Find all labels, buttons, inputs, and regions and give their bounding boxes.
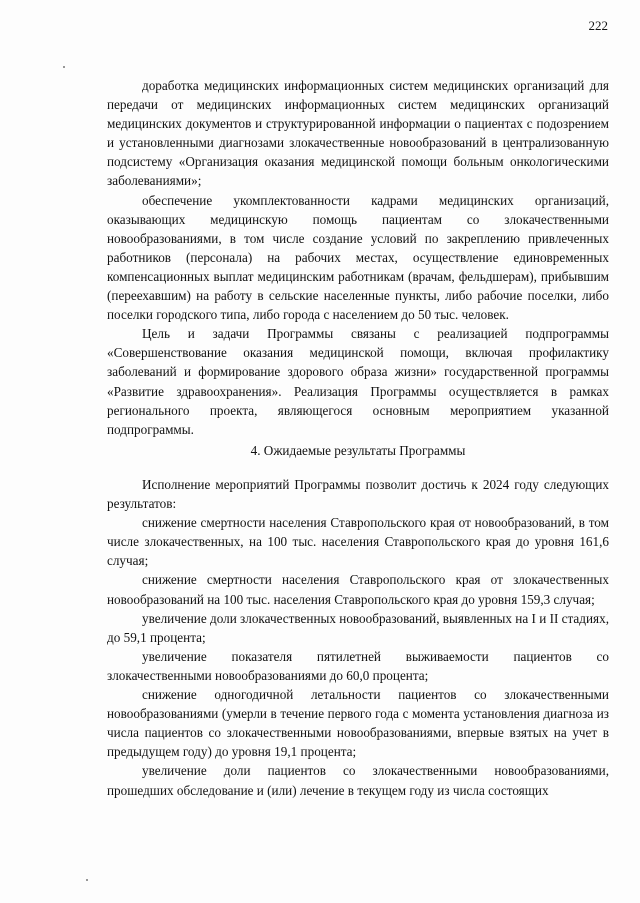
results-intro: Исполнение мероприятий Программы позволит достичь к 2024 году следующих результатов: (107, 477, 609, 512)
paragraph: Цель и задачи Программы связаны с реализацией подпрограммы «Совершенствование оказания медицинской помощи, включая профилактику заболеваний и формирование здорового образа жизни» государственной программы «Развитие здравоохранения». Реализация Программы осуществляется в рамках регионального проекта, являющегося основным мероприятием указанной подпрограммы. (107, 326, 609, 437)
page-number: 222 (588, 18, 608, 33)
result-item: увеличение доли пациентов со злокачественными новообразованиями, прошедших обследование и (или) лечение в текущем году из числа состоящих (107, 763, 609, 798)
body-text-results (107, 475, 609, 800)
result-item: снижение одногодичной летальности пациентов со злокачественными новообразованиями (умерли в течение первого года с момента установления диагноза из числа пациентов со злокачественными новообразованиями, впервые взятых на учет в предыдущем году) до уровня 19,1 процента; (107, 687, 609, 760)
paragraph: обеспечение укомплектованности кадрами медицинских организаций, оказывающих медицинскую помощь пациентам со злокачественными новообразованиями, в том числе создание условий по закреплению привлеченных работников (персонала) на рабочих местах, осуществление единовременных компенсационных выплат медицинским работникам (врачам, фельдшерам), прибывшим (переехавшим) на работу в сельские населенные пункты, либо рабочие поселки, либо поселки городского типа, либо города с населением до 50 тыс. человек. (107, 192, 609, 323)
result-item: снижение смертности населения Ставропольского края от новообразований, в том числе злокачественных, на 100 тыс. населения Ставропольского края до уровня 161,6 случая; (107, 515, 609, 569)
section-heading: 4. Ожидаемые результаты Программы (250, 443, 466, 458)
result-item: увеличение доли злокачественных новообразований, выявленных на I и II стадиях, до 59,1 процента; (107, 610, 609, 645)
result-item: увеличение показателя пятилетней выживаемости пациентов со злокачественными новообразованиями до 60,0 процента; (107, 648, 609, 683)
scan-speck (63, 66, 65, 68)
body-text-upper (107, 76, 609, 439)
paragraph: доработка медицинских информационных систем медицинских организаций для передачи от медицинских информационных систем медицинских организаций медицинских документов и структурированной информации о пациентах с подозрением и установленными диагнозами злокачественные новообразований в централизованную подсистему «Организация оказания медицинской помощи больным онкологическими заболеваниями»; (107, 78, 609, 189)
result-item: снижение смертности населения Ставропольского края от злокачественных новообразований на 100 тыс. населения Ставропольского края до уровня 159,3 случая; (107, 572, 609, 607)
scan-speck (86, 879, 88, 881)
section-heading-block (107, 441, 609, 460)
